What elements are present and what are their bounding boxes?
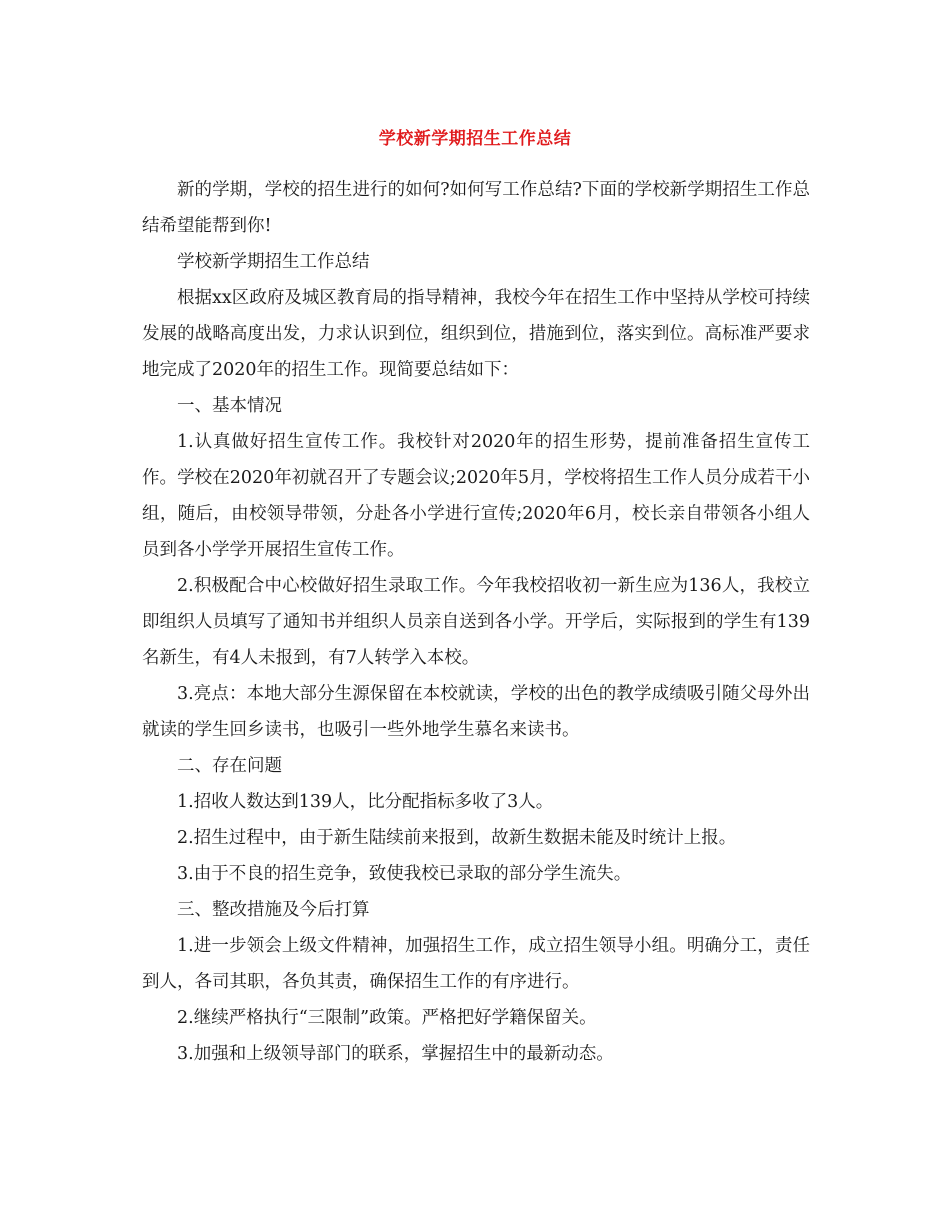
paragraph-subtitle: 学校新学期招生工作总结 bbox=[177, 252, 370, 272]
paragraph-admission: 2.积极配合中心校做好招生录取工作。今年我校招收初一新生应为136人，我校立即组织人员填写了通知书并组织人员亲自送到各小学。开学后，实际报到的学生有139名新生，有4人未报到，有7人转学入本校。 bbox=[142, 576, 810, 668]
paragraph-measure-2: 2.继续严格执行“三限制”政策。严格把好学籍保留关。 bbox=[177, 1008, 597, 1028]
document-title: 学校新学期招生工作总结 bbox=[378, 129, 572, 149]
paragraph-intro: 新的学期，学校的招生进行的如何?如何写工作总结?下面的学校新学期招生工作总结希望能帮到你! bbox=[142, 180, 810, 236]
paragraph-overview: 根据xx区政府及城区教育局的指导精神，我校今年在招生工作中坚持从学校可持续发展的战略高度出发，力求认识到位，组织到位，措施到位，落实到位。高标准严要求地完成了2020年的招生工作。现简要总结如下： bbox=[142, 288, 810, 380]
paragraph-measure-1: 1.进一步领会上级文件精神，加强招生工作，成立招生领导小组。明确分工，责任到人，各司其职，各负其责，确保招生工作的有序进行。 bbox=[142, 936, 810, 992]
paragraph-problem-3: 3.由于不良的招生竞争，致使我校已录取的部分学生流失。 bbox=[177, 864, 632, 884]
section-heading-measures: 三、整改措施及今后打算 bbox=[177, 900, 370, 920]
paragraph-measure-3: 3.加强和上级领导部门的联系，掌握招生中的最新动态。 bbox=[177, 1044, 614, 1064]
section-heading-basic-situation: 一、基本情况 bbox=[177, 396, 282, 416]
paragraph-highlights: 3.亮点：本地大部分生源保留在本校就读，学校的出色的教学成绩吸引随父母外出就读的学生回乡读书，也吸引一些外地学生慕名来读书。 bbox=[142, 684, 810, 740]
paragraph-problem-1: 1.招收人数达到139人，比分配指标多收了3人。 bbox=[177, 792, 554, 812]
document-body bbox=[142, 172, 810, 1072]
section-heading-problems: 二、存在问题 bbox=[177, 756, 282, 776]
paragraph-publicity: 1.认真做好招生宣传工作。我校针对2020年的招生形势，提前准备招生宣传工作。学校在2020年初就召开了专题会议;2020年5月，学校将招生工作人员分成若干小组，随后，由校领导带领，分赴各小学进行宣传;2020年6月，校长亲自带领各小组人员到各小学学开展招生宣传工作。 bbox=[142, 432, 810, 560]
paragraph-problem-2: 2.招生过程中，由于新生陆续前来报到，故新生数据未能及时统计上报。 bbox=[177, 828, 737, 848]
